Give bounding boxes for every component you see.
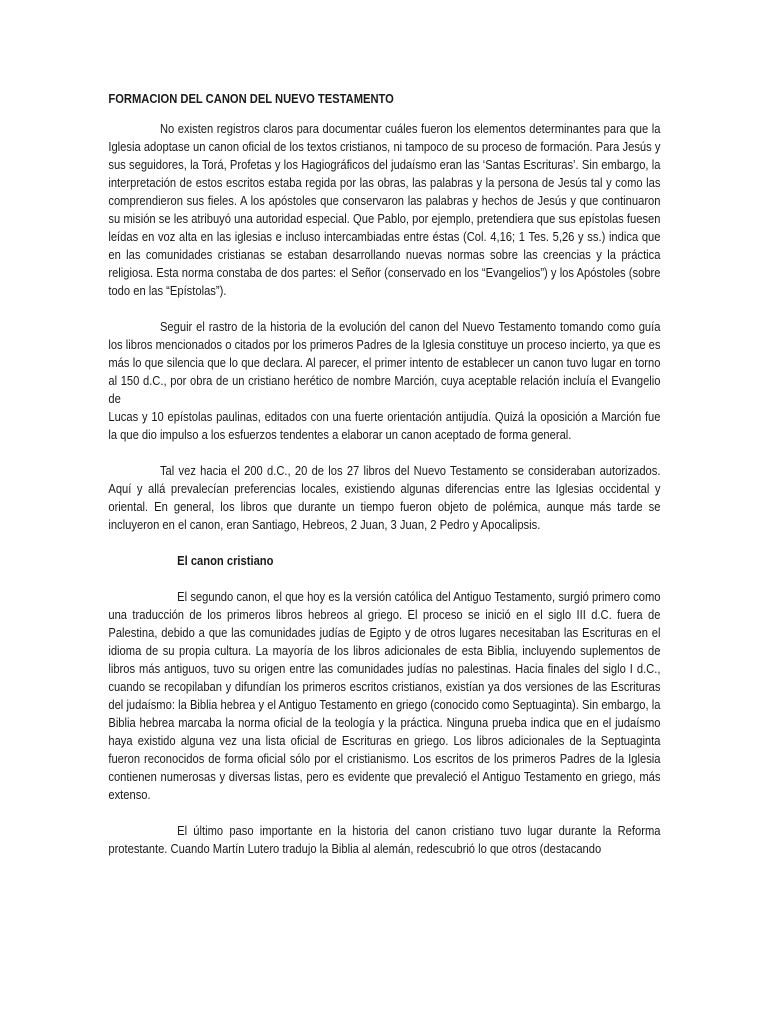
paragraph: Seguir el rastro de la historia de la evolución del canon del Nuevo Testamento tomando como guía los libros mencionados o citados por los primeros Padres de la Iglesia constituye un proceso incierto, ya que es más lo que silencia que lo que declara. Al parecer, el primer intento de establecer un canon tuvo lugar en torno al 150 d.C., por obra de un cristiano herético de nombre Marción, cuya aceptable relación incluía el Evangelio de xyxy=(108,319,661,406)
paragraph: Tal vez hacia el 200 d.C., 20 de los 27 libros del Nuevo Testamento se consideraban autorizados. Aquí y allá prevalecían preferencias locales, existiendo algunas diferencias entre las Iglesias occidental y oriental. En general, los libros que durante un tiempo fueron objeto de polémica, aunque más tarde se incluyeron en el canon, eran Santiago, Hebreos, 2 Juan, 3 Juan, 2 Pedro y Apocalipsis. xyxy=(108,463,661,532)
paragraph: El segundo canon, el que hoy es la versión católica del Antiguo Testamento, surgió primero como una traducción de los primeros libros hebreos al griego. El proceso se inició en el siglo III d.C. fuera de Palestina, debido a que las comunidades judías de Egipto y de otros lugares necesitaban las Escrituras en el idioma de su propia cultura. La mayoría de los libros adicionales de esta Biblia, incluyendo suplementos de libros más antiguos, tuvo su origen entre las comunidades judías no palestinas. Hacia finales del siglo I d.C., cuando se recopilaban y difundían los primeros escritos cristianos, existían ya dos versiones de las Escrituras del judaísmo: la Biblia hebrea y el Antiguo Testamento en griego (conocido como Septuaginta). Sin embargo, la Biblia hebrea marcaba la norma oficial de la teología y la práctica. Ninguna prueba indica que en el judaísmo haya existido alguna vez una lista oficial de Escrituras en griego. Los libros adicionales de la Septuaginta fueron reconocidos de forma oficial sólo por el cristianismo. Los escritos de los primeros Padres de la Iglesia contienen numerosas y diversas listas, pero es evidente que prevaleció el Antiguo Testamento en griego, más extenso. xyxy=(108,589,661,802)
paragraph: El último paso importante en la historia del canon cristiano tuvo lugar durante la Reforma protestante. Cuando Martín Lutero tradujo la Biblia al alemán, redescubrió lo que otros (destacando xyxy=(108,823,661,856)
section-heading: El canon cristiano xyxy=(177,553,274,568)
document-body xyxy=(108,90,660,876)
paragraph: No existen registros claros para documentar cuáles fueron los elementos determinantes para que la Iglesia adoptase un canon oficial de los textos cristianos, ni tampoco de su proceso de formación. Para Jesús y sus seguidores, la Torá, Profetas y los Hagiográficos del judaísmo eran las ‘Santas Escrituras’. Sin embargo, la interpretación de estos escritos estaba regida por las obras, las palabras y la persona de Jesús tal y como las comprendieron sus fieles. A los apóstoles que conservaron las palabras y hechos de Jesús y que continuaron su misión se les atribuyó una autoridad especial. Que Pablo, por ejemplo, pretendiera que sus epístolas fuesen leídas en voz alta en las iglesias e incluso intercambiadas entre éstas (Col. 4,16; 1 Tes. 5,26 y ss.) indica que en las comunidades cristianas se estaban desarrollando nuevas normas sobre las creencias y la práctica religiosa. Esta norma constaba de dos partes: el Señor (conservado en los “Evangelios”) y los Apóstoles (sobre todo en las “Epístolas”). xyxy=(108,121,661,298)
paragraph: Lucas y 10 epístolas paulinas, editados con una fuerte orientación antijudía. Quizá la oposición a Marción fue la que dio impulso a los esfuerzos tendentes a elaborar un canon aceptado de forma general. xyxy=(108,409,661,442)
document-title: FORMACION DEL CANON DEL NUEVO TESTAMENTO xyxy=(108,91,394,106)
